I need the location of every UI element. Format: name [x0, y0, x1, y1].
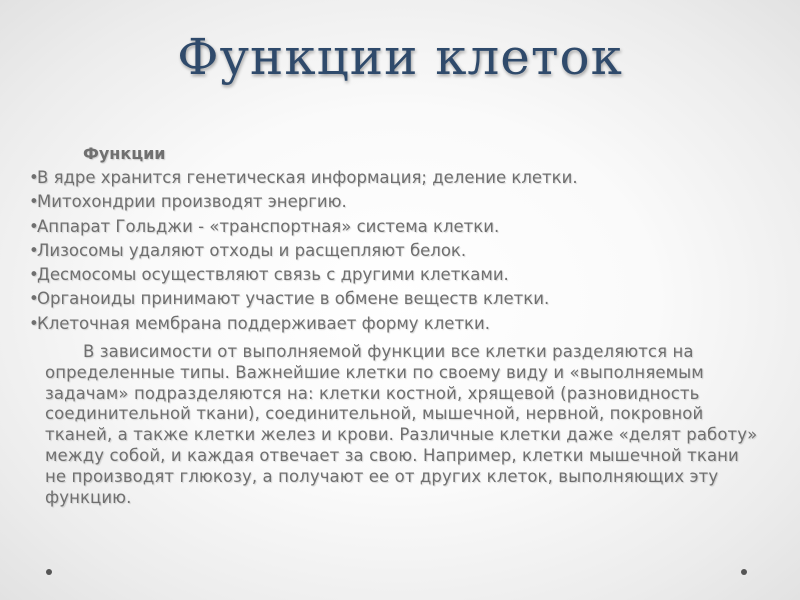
bullet-text: Органоиды принимают участие в обмене веществ клетки. — [37, 289, 550, 309]
bullet-marker: • — [29, 265, 39, 285]
bullet-item — [29, 239, 764, 263]
bullet-marker: • — [29, 192, 39, 212]
bullet-text: Лизосомы удаляют отходы и расщепляют белок. — [37, 240, 467, 260]
corner-dot-icon — [741, 569, 747, 575]
bullet-text: Десмосомы осуществляют связь с другими клетками. — [37, 265, 509, 285]
bullet-marker: • — [29, 313, 39, 333]
bullet-marker: • — [29, 240, 39, 260]
bullet-item — [29, 190, 764, 214]
slide-title: Функции клеток — [177, 28, 623, 86]
bullet-item — [29, 263, 764, 287]
bullet-list — [29, 166, 764, 336]
bullet-item — [29, 287, 764, 311]
body-paragraph: В зависимости от выполняемой функции все клетки разделяются на определенные типы. Важнейшие клетки по своему виду и «выполняемым задачам» подразделяются на: клетки костной, хрящевой (разновидность соединительной ткани), соединительной, мышечной, нервной, покровной тканей, а также клетки желез и крови. Различные клетки даже «делят работу» между собой, и каждая отвечает за свою. Например, клетки мышечной ткани не производят глюкозу, а получают ее от других клеток, выполняющих эту функцию. — [45, 342, 758, 507]
bullet-text: Митохондрии производят энергию. — [37, 192, 347, 212]
corner-dot-icon — [46, 569, 52, 575]
slide-content — [29, 141, 764, 508]
bullet-item — [29, 312, 764, 336]
bullet-text: Клеточная мембрана поддерживает форму клетки. — [37, 313, 490, 333]
bullet-marker: • — [29, 168, 39, 187]
bullet-text: Аппарат Гольджи - «транспортная» система клетки. — [37, 216, 500, 236]
subheading: Функции — [83, 144, 166, 163]
bullet-item — [29, 166, 764, 190]
bullet-item — [29, 215, 764, 239]
bullet-text: В ядре хранится генетическая информация; деление клетки. — [37, 168, 578, 187]
bullet-marker: • — [29, 216, 39, 236]
bullet-marker: • — [29, 289, 39, 309]
